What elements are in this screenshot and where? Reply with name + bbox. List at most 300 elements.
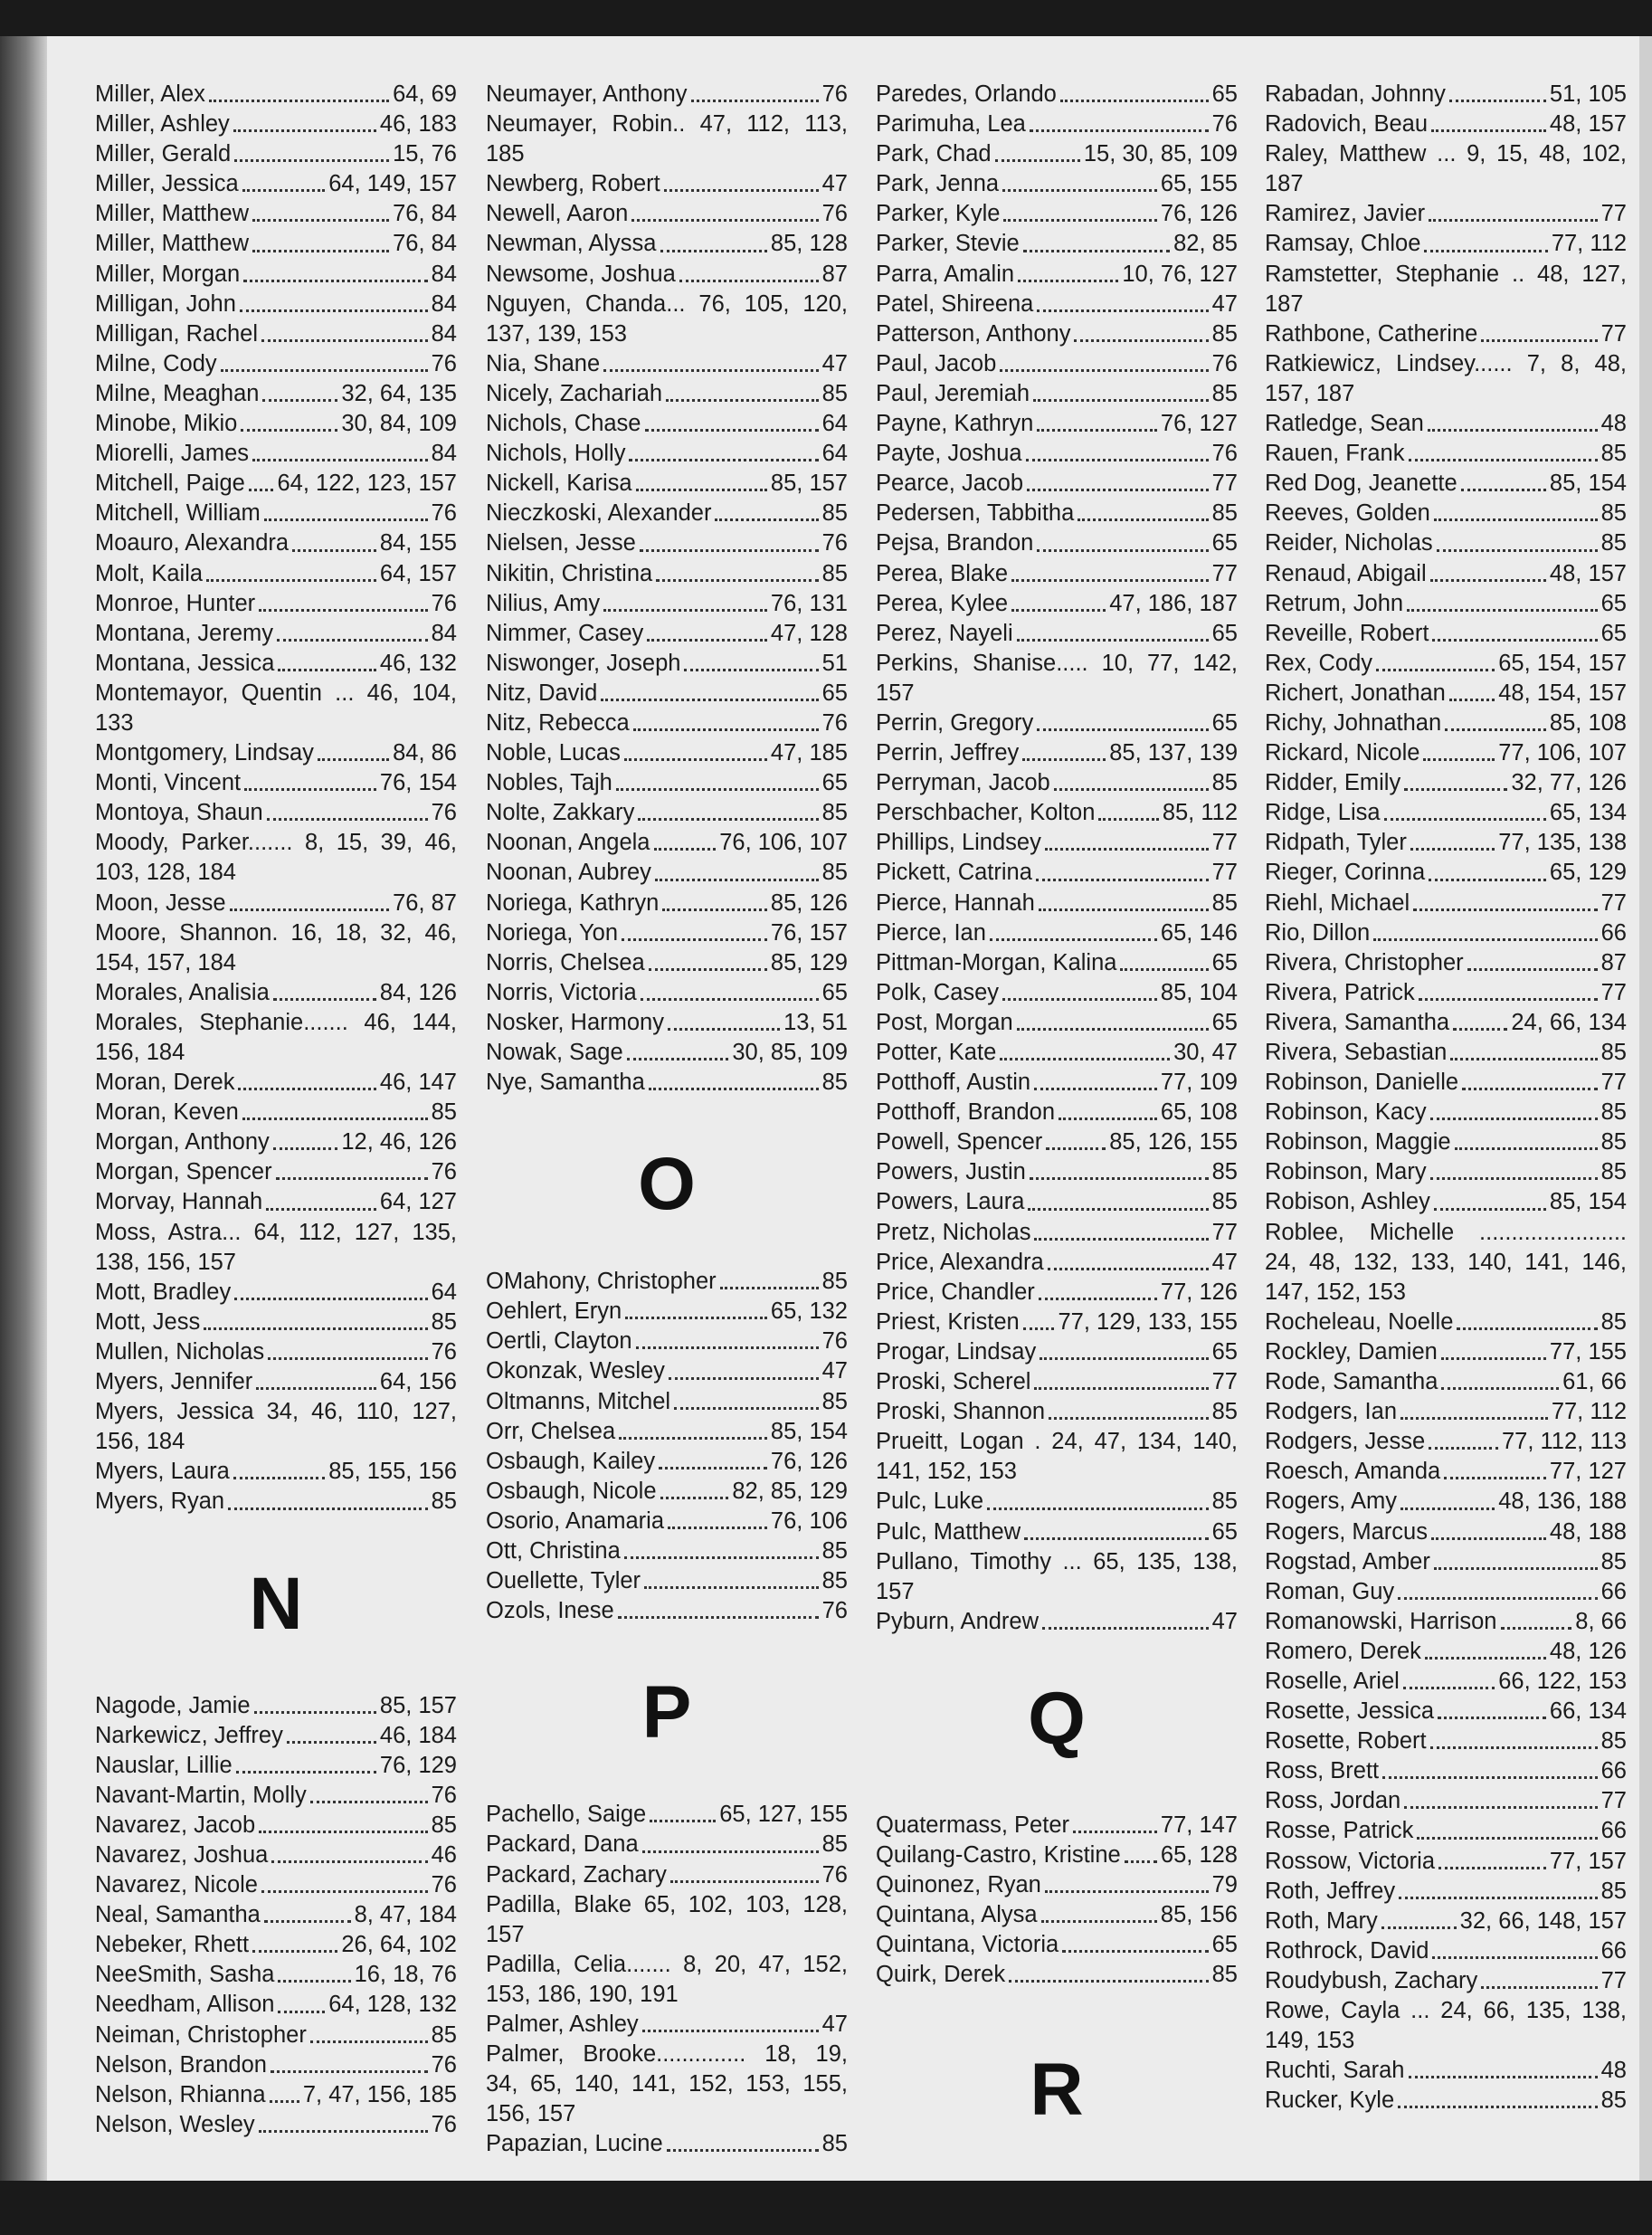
dot-leader — [679, 280, 819, 282]
index-entry: Raley, Matthew ... 9, 15, 48, 102, 187 — [1265, 141, 1627, 197]
dot-leader — [618, 1616, 819, 1619]
entry-pages: 85 — [1600, 1548, 1627, 1574]
dot-leader — [1039, 1298, 1157, 1300]
index-entry — [1265, 1517, 1627, 1547]
index-entry: Prueitt, Logan . 24, 47, 134, 140, 141, 152, 153 — [876, 1429, 1238, 1485]
dot-leader — [221, 369, 428, 372]
dot-leader — [654, 848, 717, 851]
dot-leader — [1404, 788, 1507, 791]
dot-leader — [276, 1177, 428, 1180]
index-entry — [1265, 828, 1627, 858]
section-letter-o: O — [638, 1143, 696, 1226]
entry-name: Rex, Cody — [1265, 650, 1373, 676]
index-entry — [1265, 1127, 1627, 1157]
entry-name: Pearce, Jacob — [876, 471, 1024, 497]
entry-name: Myers, Ryan — [95, 1488, 225, 1515]
entry-name: Montana, Jeremy — [95, 620, 274, 646]
dot-leader — [1434, 1208, 1546, 1211]
entry-pages: 61, 66 — [1562, 1369, 1627, 1395]
entry-pages: 77 — [1211, 560, 1238, 586]
entry-pages: 65 — [1211, 1338, 1238, 1365]
entry-pages: 77, 112, 113 — [1501, 1429, 1627, 1455]
entry-name: Richert, Jonathan — [1265, 680, 1446, 706]
entry-pages: 85, 128 — [770, 231, 848, 257]
entry-name: Moauro, Alexandra — [95, 530, 290, 556]
entry-pages: 85 — [1600, 1728, 1627, 1755]
index-entry — [1265, 528, 1627, 558]
index-entry — [1265, 1936, 1627, 1966]
dot-leader — [1449, 100, 1546, 102]
index-entry — [486, 1830, 848, 1859]
entry-name: Papazian, Lucine — [486, 2131, 663, 2157]
entry-name: Quirk, Derek — [876, 1962, 1006, 1988]
index-entry — [95, 978, 457, 1008]
dot-leader — [655, 879, 819, 881]
index-entry — [486, 619, 848, 649]
index-entry — [1265, 319, 1627, 349]
index-entry — [1265, 858, 1627, 888]
entry-pages: 85 — [821, 380, 848, 406]
dot-leader — [1429, 219, 1598, 222]
entry-name: Mitchell, Paige — [95, 471, 245, 497]
entry-pages: 47, 186, 187 — [1109, 590, 1238, 616]
entry-pages: 76 — [821, 1598, 848, 1624]
entry-pages: 85 — [1211, 889, 1238, 916]
index-entry — [95, 1721, 457, 1751]
index-entry — [486, 260, 848, 290]
entry-name: Oltmanns, Mitchel — [486, 1388, 671, 1414]
entry-pages: 16, 18, 76 — [354, 1962, 457, 1988]
entry-name: Osbaugh, Nicole — [486, 1478, 657, 1504]
index-entry — [1265, 1008, 1627, 1038]
index-entry — [1265, 1397, 1627, 1427]
index-entry — [486, 2010, 848, 2040]
entry-pages: 26, 64, 102 — [341, 1932, 457, 1958]
index-entry — [1265, 1157, 1627, 1187]
dot-leader — [1125, 1860, 1157, 1863]
entry-name: Quintana, Alysa — [876, 1902, 1038, 1928]
index-entry — [95, 1781, 457, 1811]
dot-leader — [256, 1387, 376, 1390]
entry-name: Monti, Vincent — [95, 770, 242, 796]
index-entry: Myers, Jessica 34, 46, 110, 127, 156, 184 — [95, 1399, 457, 1455]
dot-leader — [278, 669, 375, 671]
index-entry — [95, 1840, 457, 1870]
dot-leader — [204, 1327, 427, 1330]
dot-leader — [629, 459, 818, 461]
dot-leader — [1434, 518, 1598, 521]
entry-pages: 65 — [1211, 949, 1238, 975]
entry-name: Rodgers, Ian — [1265, 1399, 1398, 1425]
index-entry — [95, 439, 457, 469]
index-entry — [1265, 499, 1627, 528]
section-letter-r: R — [1030, 2049, 1084, 2132]
index-entry — [876, 1930, 1238, 1960]
index-entry — [95, 80, 457, 109]
entry-name: Paul, Jacob — [876, 350, 997, 376]
entry-name: Molt, Kaila — [95, 560, 204, 586]
index-entry — [1265, 1847, 1627, 1877]
entry-pages: 84 — [431, 261, 457, 287]
dot-leader — [242, 189, 326, 192]
entry-pages: 77, 112 — [1551, 1399, 1627, 1425]
entry-pages: 85 — [1600, 1878, 1627, 1904]
dot-leader — [1423, 758, 1495, 761]
dot-leader — [1429, 879, 1546, 881]
index-entry — [1265, 1607, 1627, 1637]
entry-pages: 77 — [1600, 1070, 1627, 1096]
entry-name: Newberg, Robert — [486, 171, 660, 197]
index-entry — [1265, 889, 1627, 918]
index-entry — [1265, 1877, 1627, 1907]
section-letter-q: Q — [1028, 1677, 1086, 1760]
entry-name: Nosker, Harmony — [486, 1009, 664, 1035]
dot-leader — [995, 159, 1080, 162]
index-entry — [876, 828, 1238, 858]
dot-leader — [1028, 1208, 1208, 1211]
dot-leader — [666, 399, 819, 402]
entry-pages: 65, 155 — [1160, 171, 1238, 197]
index-entry — [95, 319, 457, 349]
entry-name: Quilang-Castro, Kristine — [876, 1841, 1121, 1868]
entry-name: Nowak, Sage — [486, 1040, 623, 1065]
entry-pages: 77, 127 — [1549, 1459, 1627, 1485]
dot-leader — [619, 1437, 767, 1440]
index-entry — [1265, 1697, 1627, 1726]
index-entry — [486, 469, 848, 499]
entry-name: Navarez, Nicole — [95, 1872, 258, 1898]
dot-leader — [1024, 1537, 1208, 1540]
index-entry — [876, 139, 1238, 169]
index-entry — [95, 1930, 457, 1960]
index-entry — [486, 1038, 848, 1068]
dot-leader — [1434, 1567, 1598, 1570]
dot-leader — [649, 968, 767, 971]
index-entry — [876, 1068, 1238, 1098]
entry-name: Robinson, Mary — [1265, 1159, 1427, 1185]
entry-name: Parimuha, Lea — [876, 111, 1026, 138]
entry-pages: 76 — [821, 81, 848, 107]
dot-leader — [1403, 1687, 1495, 1689]
entry-name: Potthoff, Brandon — [876, 1099, 1056, 1126]
dot-leader — [264, 518, 428, 521]
entry-pages: 65 — [1600, 590, 1627, 616]
entry-name: OMahony, Christopher — [486, 1269, 717, 1295]
dot-leader — [252, 250, 389, 252]
index-entry — [95, 109, 457, 139]
entry-name: Miller, Matthew — [95, 201, 250, 227]
entry-name: Pittman-Morgan, Kalina — [876, 949, 1117, 975]
entry-name: Progar, Lindsay — [876, 1338, 1037, 1365]
entry-name: Nicely, Zachariah — [486, 380, 663, 406]
entry-pages: 65, 132 — [770, 1298, 848, 1325]
entry-name: Miller, Jessica — [95, 171, 239, 197]
dot-leader — [252, 459, 428, 461]
entry-name: Newell, Aaron — [486, 201, 629, 227]
entry-pages: 85 — [1211, 1399, 1238, 1425]
entry-name: Packard, Zachary — [486, 1861, 667, 1888]
index-entry — [95, 889, 457, 918]
index-entry — [95, 559, 457, 589]
scan-top-band — [0, 0, 1652, 38]
entry-name: Rogers, Marcus — [1265, 1518, 1428, 1545]
dot-leader — [1481, 339, 1597, 342]
entry-name: Nauslar, Lillie — [95, 1752, 233, 1778]
index-entry — [876, 469, 1238, 499]
dot-leader — [1431, 129, 1546, 132]
entry-pages: 65, 134 — [1549, 800, 1627, 826]
dot-leader — [1000, 369, 1208, 372]
index-entry — [876, 858, 1238, 888]
entry-pages: 48, 188 — [1549, 1518, 1627, 1545]
index-entry — [486, 199, 848, 229]
entry-name: Navarez, Jacob — [95, 1812, 256, 1838]
index-entry — [1265, 649, 1627, 679]
entry-pages: 65 — [1211, 1518, 1238, 1545]
dot-leader — [271, 1860, 427, 1863]
dot-leader — [647, 639, 767, 642]
index-entry — [1265, 439, 1627, 469]
entry-name: Neumayer, Anthony — [486, 81, 688, 107]
entry-pages: 77 — [1600, 320, 1627, 347]
dot-leader — [1045, 1890, 1209, 1893]
entry-name: Perrin, Gregory — [876, 709, 1034, 736]
entry-name: Perrin, Jeffrey — [876, 740, 1020, 766]
index-entry — [95, 1337, 457, 1367]
entry-pages: 46, 184 — [379, 1722, 457, 1748]
dot-leader — [1023, 1327, 1055, 1330]
entry-pages: 85 — [821, 860, 848, 886]
dot-leader — [261, 339, 428, 342]
dot-leader — [1424, 250, 1547, 252]
entry-pages: 66 — [1600, 1758, 1627, 1784]
index-entry — [95, 589, 457, 619]
entry-name: Reveille, Robert — [1265, 620, 1429, 646]
index-entry: Neumayer, Robin.. 47, 112, 113, 185 — [486, 111, 848, 167]
entry-name: Rathbone, Catherine — [1265, 320, 1478, 347]
entry-name: Milne, Meaghan — [95, 380, 260, 406]
entry-pages: 65 — [821, 979, 848, 1005]
entry-name: Nickell, Karisa — [486, 471, 632, 497]
dot-leader — [622, 938, 767, 941]
entry-pages: 85, 157 — [770, 471, 848, 497]
dot-leader — [1011, 609, 1106, 612]
index-entry — [1265, 199, 1627, 229]
entry-name: Rivera, Samantha — [1265, 1009, 1450, 1035]
dot-leader — [273, 998, 376, 1001]
dot-leader — [1046, 1147, 1106, 1150]
entry-pages: 76, 87 — [393, 889, 457, 916]
scan-bottom-band — [0, 2181, 1652, 2235]
dot-leader — [669, 1377, 819, 1380]
entry-name: Rabadan, Johnny — [1265, 81, 1446, 107]
entry-pages: 76, 84 — [393, 201, 457, 227]
entry-name: Parker, Stevie — [876, 231, 1020, 257]
dot-leader — [1400, 1417, 1548, 1420]
index-entry — [486, 978, 848, 1008]
index-entry — [486, 528, 848, 558]
dot-leader — [287, 1741, 376, 1744]
entry-pages: 66, 122, 153 — [1498, 1668, 1627, 1694]
entry-pages: 64 — [821, 411, 848, 437]
entry-name: Rode, Samantha — [1265, 1369, 1438, 1395]
entry-name: Ramirez, Javier — [1265, 201, 1426, 227]
index-entry — [1265, 1308, 1627, 1337]
entry-name: Quatermass, Peter — [876, 1812, 1069, 1838]
entry-pages: 85, 108 — [1549, 709, 1627, 736]
entry-pages: 76, 127 — [1160, 411, 1238, 437]
dot-leader — [1398, 2106, 1597, 2108]
entry-name: Nia, Shane — [486, 350, 601, 376]
entry-name: Reeves, Golden — [1265, 500, 1430, 527]
entry-name: Milligan, John — [95, 290, 236, 317]
entry-pages: 77 — [1211, 471, 1238, 497]
dot-leader — [1017, 639, 1209, 642]
dot-leader — [1048, 1268, 1209, 1270]
dot-leader — [636, 1346, 819, 1349]
entry-name: Riehl, Michael — [1265, 889, 1410, 916]
dot-leader — [1429, 1447, 1498, 1450]
entry-pages: 85 — [1211, 1159, 1238, 1185]
dot-leader — [1039, 908, 1209, 911]
entry-pages: 85, 156 — [1160, 1902, 1238, 1928]
entry-pages: 48 — [1600, 2058, 1627, 2084]
entry-pages: 64, 127 — [379, 1189, 457, 1215]
index-entry — [486, 1860, 848, 1890]
entry-pages: 85 — [1600, 500, 1627, 527]
entry-name: Niswonger, Joseph — [486, 650, 681, 676]
entry-pages: 76 — [431, 1159, 457, 1185]
index-entry — [876, 709, 1238, 738]
entry-pages: 12, 46, 126 — [341, 1129, 457, 1156]
dot-leader — [1462, 1088, 1598, 1090]
entry-pages: 85 — [1211, 770, 1238, 796]
entry-name: Ramsay, Chloe — [1265, 231, 1421, 257]
dot-leader — [1399, 1897, 1598, 1899]
entry-pages: 77 — [1211, 860, 1238, 886]
entry-name: Romero, Derek — [1265, 1638, 1421, 1664]
entry-name: NeeSmith, Sasha — [95, 1962, 275, 1988]
entry-name: Patel, Shireena — [876, 290, 1034, 317]
dot-leader — [228, 1507, 428, 1510]
dot-leader — [1002, 189, 1157, 192]
index-entry — [876, 1008, 1238, 1038]
entry-name: Pejsa, Brandon — [876, 530, 1034, 556]
index-entry — [95, 409, 457, 439]
entry-pages: 76 — [821, 201, 848, 227]
dot-leader — [1425, 1657, 1546, 1660]
entry-pages: 85 — [431, 2021, 457, 2048]
dot-leader — [1033, 399, 1209, 402]
entry-name: Noriega, Yon — [486, 919, 619, 946]
entry-pages: 10, 76, 127 — [1122, 261, 1238, 287]
dot-leader — [1438, 1717, 1546, 1719]
entry-pages: 65 — [1211, 620, 1238, 646]
entry-name: Rucker, Kyle — [1265, 2088, 1395, 2114]
index-entry — [876, 1337, 1238, 1367]
dot-leader — [1431, 1537, 1546, 1540]
dot-leader — [1042, 1627, 1209, 1630]
entry-pages: 85, 126, 155 — [1109, 1129, 1238, 1156]
index-entry — [876, 589, 1238, 619]
entry-pages: 85 — [821, 800, 848, 826]
entry-name: Monroe, Hunter — [95, 590, 256, 616]
entry-pages: 65 — [1211, 81, 1238, 107]
index-entry — [876, 169, 1238, 199]
dot-leader — [236, 1771, 376, 1774]
index-entry: Pullano, Timothy ... 65, 135, 138, 157 — [876, 1548, 1238, 1604]
dot-leader — [640, 549, 819, 552]
entry-name: Moran, Derek — [95, 1070, 235, 1096]
entry-name: Nilius, Amy — [486, 590, 601, 616]
index-entry — [876, 80, 1238, 109]
dot-leader — [650, 1820, 716, 1822]
dot-leader — [1037, 728, 1208, 731]
entry-pages: 76, 131 — [770, 590, 848, 616]
entry-pages: 77 — [1600, 1788, 1627, 1814]
entry-pages: 30, 85, 109 — [732, 1040, 848, 1065]
index-entry — [876, 1278, 1238, 1308]
index-entry — [95, 1960, 457, 1990]
entry-pages: 64 — [821, 441, 848, 467]
entry-name: Ozols, Inese — [486, 1598, 614, 1624]
dot-leader — [1060, 100, 1209, 102]
entry-name: Powers, Justin — [876, 1159, 1026, 1185]
index-entry — [486, 679, 848, 709]
entry-pages: 84, 86 — [393, 740, 457, 766]
dot-leader — [1000, 1058, 1170, 1060]
index-entry — [876, 1038, 1238, 1068]
entry-pages: 32, 64, 135 — [341, 380, 457, 406]
entry-name: Mott, Jess — [95, 1308, 201, 1335]
dot-leader — [1419, 998, 1598, 1001]
entry-name: Potter, Kate — [876, 1040, 997, 1065]
entry-name: Rogstad, Amber — [1265, 1548, 1430, 1574]
entry-name: Ross, Brett — [1265, 1758, 1380, 1784]
dot-leader — [252, 1950, 337, 1953]
entry-pages: 47 — [821, 1358, 848, 1384]
index-entry — [486, 768, 848, 798]
entry-name: Myers, Jennifer — [95, 1369, 253, 1395]
entry-pages: 47, 185 — [770, 740, 848, 766]
index-entry: Rowe, Cayla ... 24, 66, 135, 138, 149, 153 — [1265, 1998, 1627, 2054]
entry-pages: 77 — [1600, 889, 1627, 916]
entry-pages: 84 — [431, 620, 457, 646]
dot-leader — [1450, 1058, 1597, 1060]
index-entry — [486, 1008, 848, 1038]
index-entry — [95, 349, 457, 379]
dot-leader — [1432, 639, 1597, 642]
dot-leader — [1026, 459, 1209, 461]
entry-name: Okonzak, Wesley — [486, 1358, 665, 1384]
index-entry — [876, 738, 1238, 768]
dot-leader — [1003, 219, 1156, 222]
entry-name: Noonan, Angela — [486, 830, 650, 856]
dot-leader — [1430, 579, 1546, 582]
entry-name: Roselle, Ariel — [1265, 1668, 1400, 1694]
entry-name: Moran, Keven — [95, 1099, 239, 1126]
entry-name: Roesch, Amanda — [1265, 1459, 1441, 1485]
index-entry: Ramstetter, Stephanie .. 48, 127, 187 — [1265, 261, 1627, 317]
index-entry — [95, 798, 457, 828]
dot-leader — [1457, 1327, 1597, 1330]
dot-leader — [664, 189, 819, 192]
entry-pages: 76, 84 — [393, 231, 457, 257]
dot-leader — [240, 309, 428, 312]
dot-leader — [1023, 250, 1170, 252]
entry-name: Miller, Gerald — [95, 141, 232, 167]
index-entry — [95, 169, 457, 199]
